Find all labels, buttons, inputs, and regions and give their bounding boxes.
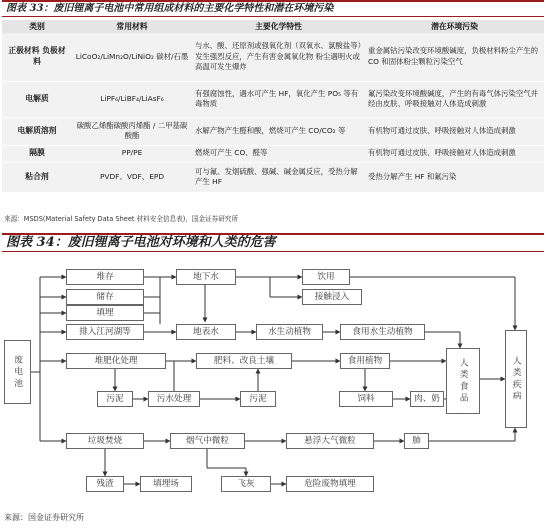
row-properties: 水解产物产生醛和酸，燃烧可产生 CO/CO₂ 等 <box>192 117 365 145</box>
composting-node: 堆肥化处理 <box>66 353 166 369</box>
table-figure-title: 图表 33：废旧锂离子电池中常用组成材料的主要化学特性和潜在环境污染 <box>2 0 544 17</box>
row-properties: 与水、酸、还原剂或强氧化剂（双氧水、氯酸盐等）发生强烈反应，产生有害金属氧化物 粉尘遇明火或高温可发生爆炸 <box>192 33 365 81</box>
row-properties: 燃烧可产生 CO、醛等 <box>192 145 365 162</box>
table-header-row <box>2 20 544 33</box>
contact-infiltration-node: 接触浸入 <box>302 289 362 305</box>
flue-gas-particles-node: 烟气中微粒 <box>170 433 245 449</box>
row-category: 电解质 <box>2 81 72 117</box>
discharge-to-rivers-node: 排入江河湖等 <box>66 324 144 340</box>
row-category: 正极材料 负极材料 <box>2 33 72 81</box>
hazard-flow-diagram <box>0 252 546 510</box>
row-pollution: 有机物可通过皮肤、呼吸接触对人体造成刺激 <box>365 145 544 162</box>
residue-node: 残渣 <box>86 476 124 492</box>
sludge-node: 污泥 <box>240 391 276 407</box>
edible-aquatic-node: 食用水生动植物 <box>340 324 425 340</box>
diagram-source-note: 来源：国金证券研究所 <box>4 513 84 522</box>
sewage-treatment-node: 污水处理 <box>148 391 200 407</box>
header-category: 类别 <box>2 20 72 33</box>
row-materials: PP/PE <box>72 145 192 162</box>
header-materials: 常用材料 <box>72 20 192 33</box>
incineration-node: 垃圾焚烧 <box>66 433 144 449</box>
row-pollution: 有机物可通过皮肤、呼吸接触对人体造成刺激 <box>365 117 544 145</box>
edible-plants-node: 食用植物 <box>340 353 390 369</box>
row-pollution: 受热分解产生 HF 和氟污染 <box>365 162 544 192</box>
row-materials: 碳酸乙烯酯碳酸丙烯酯 / 二甲基碳酸酯 <box>72 117 192 145</box>
row-properties: 可与氟、发烟硫酸、强碱、碱金属反应，受热分解产生 HF <box>192 162 365 192</box>
human-disease-node: 人类疾病 <box>505 330 527 428</box>
row-category: 粘合剂 <box>2 162 72 192</box>
aquatic-organisms-node: 水生动植物 <box>256 324 323 340</box>
table-source-note: 来源：MSDS(Material Safety Data Sheet 材料安全信息表)，国金证券研究所 <box>4 215 239 223</box>
sludge-node: 污泥 <box>97 391 133 407</box>
row-materials: PVDF、VDF、EPD <box>72 162 192 192</box>
table-row <box>2 145 544 162</box>
table-row <box>2 117 544 145</box>
hazardous-landfill-node: 危险废物填埋 <box>286 476 374 492</box>
landfill-site-node: 填埋场 <box>140 476 192 492</box>
row-materials: LiPF₆/LiBF₄/LiAsF₆ <box>72 81 192 117</box>
landfill-node: 填埋 <box>66 305 144 321</box>
surface-water-node: 地表水 <box>176 324 236 340</box>
row-pollution: 氟污染改变环境酸碱度，产生的有毒气体污染空气并经由皮肤、呼吸接触对人体造成刺激 <box>365 81 544 117</box>
row-pollution: 重金属钴污染改变环境酸碱度，负极材料粉尘产生的 CO 和固体粉尘颗粒污染空气 <box>365 33 544 81</box>
table-row <box>2 162 544 192</box>
fertilizer-node: 肥料、改良土壤 <box>196 353 292 369</box>
storage-node: 储存 <box>66 289 144 305</box>
drinking-node: 饮用 <box>302 269 350 285</box>
header-pollution: 潜在环境污染 <box>365 20 544 33</box>
waste-battery-node: 废电池 <box>4 340 31 404</box>
feed-node: 饲料 <box>339 391 393 407</box>
row-materials: LiCoO₂/LiMn₂O/LiNiO₂ 碳材/石墨 <box>72 33 192 81</box>
stockpile-node: 堆存 <box>66 269 144 285</box>
meat-milk-node: 肉、奶 <box>410 391 444 407</box>
airborne-particles-node: 悬浮大气微粒 <box>286 433 374 449</box>
groundwater-node: 地下水 <box>176 269 236 285</box>
header-properties: 主要化学特性 <box>192 20 365 33</box>
row-properties: 有强腐蚀性，遇水可产生 HF，氧化产生 PO₅ 等有毒物质 <box>192 81 365 117</box>
table-row <box>2 33 544 81</box>
row-category: 隔膜 <box>2 145 72 162</box>
lungs-node: 肺 <box>404 433 429 449</box>
diagram-figure-title: 图表 34：废旧锂离子电池对环境和人类的危害 <box>2 233 544 252</box>
table-row <box>2 81 544 117</box>
chemical-properties-table <box>2 20 544 193</box>
human-food-node: 人类食品 <box>446 348 480 414</box>
row-category: 电解质溶剂 <box>2 117 72 145</box>
fly-ash-node: 飞灰 <box>221 476 271 492</box>
